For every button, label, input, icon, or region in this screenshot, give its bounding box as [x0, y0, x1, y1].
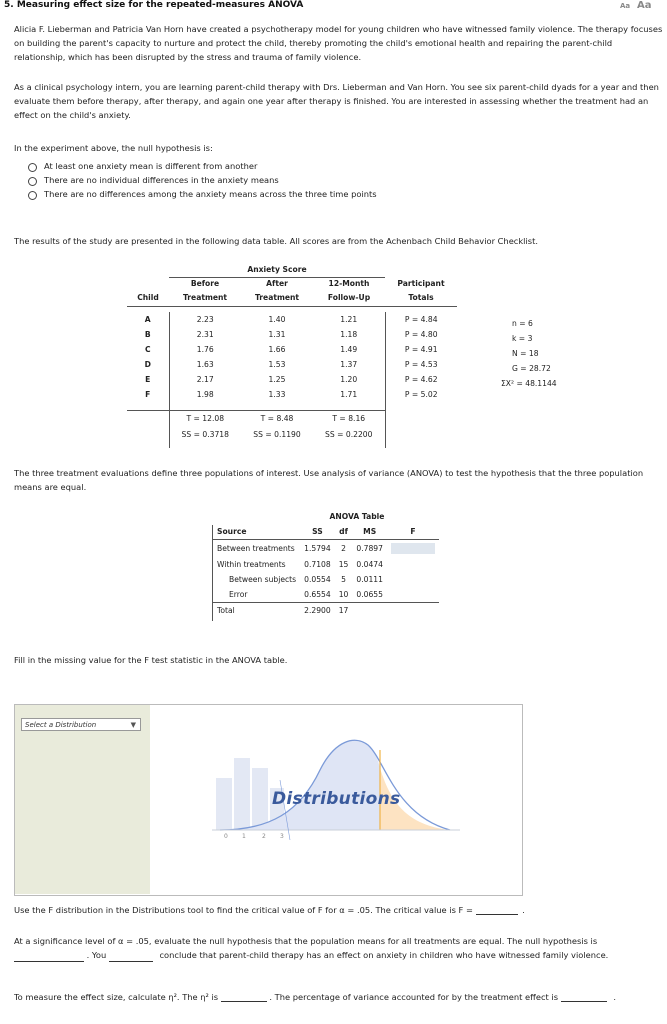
table-row: C 1.76 1.66 1.49 P = 4.91	[127, 342, 457, 357]
f-value-input[interactable]	[391, 543, 435, 554]
option-label-1[interactable]: At least one anxiety mean is different from another	[44, 161, 258, 171]
anova-intro: The three treatment evaluations define three populations of interest. Use analysis of variance (ANOVA) to test the hypothesis that the three population means are equal.	[14, 468, 644, 492]
table-row: Between subjects 0.0554 5 0.0111	[229, 575, 383, 584]
table-row: Within treatments 0.7108 15 0.0474	[217, 560, 383, 569]
child-header: Child	[127, 290, 169, 306]
tick-label: 0	[224, 833, 228, 840]
total-follow: T = 8.16	[313, 410, 385, 426]
radio-option-2[interactable]	[28, 177, 37, 186]
anova-title: ANOVA Table	[329, 512, 385, 521]
total-before: T = 12.08	[186, 413, 225, 423]
significance-question: At a significance level of α = .05, evaluate the null hypothesis that the population means for all treatments are equal. The null hypothesis is . You conclude that parent-child therapy has an effect on anxiety in children who have witnessed family violence.	[14, 936, 609, 960]
null-hypothesis-prompt: In the experiment above, the null hypothesis is:	[14, 143, 213, 153]
summary-stats: n = 6 k = 3 N = 18 G = 28.72 ΣX² = 48.1144	[501, 319, 557, 388]
follow-header: 12-Month	[328, 279, 370, 289]
follow-header-2: Follow-Up	[313, 290, 385, 306]
eta-squared-blank[interactable]	[221, 991, 267, 1002]
table-row: A 2.23 1.40 1.21 P = 4.84	[127, 312, 457, 327]
tick-label: 2	[262, 833, 266, 840]
distributions-sidebar	[15, 705, 150, 894]
data-table-intro: The results of the study are presented in the following data table. All scores are from the Achenbach Child Behavior Checklist.	[14, 236, 538, 246]
anxiety-score-header: Anxiety Score	[169, 262, 385, 277]
ss-before: SS = 0.3718	[181, 429, 229, 439]
before-header-2: Treatment	[169, 290, 241, 306]
table-row: E 2.17 1.25 1.20 P = 4.62	[127, 372, 457, 387]
tick-label: 1	[242, 833, 246, 840]
distributions-logo: Distributions	[272, 789, 401, 809]
table-row: D 1.63 1.53 1.37 P = 4.53	[127, 357, 457, 372]
fill-f-instruction: Fill in the missing value for the F test statistic in the ANOVA table.	[14, 655, 288, 665]
table-row: F 1.98 1.33 1.71 P = 5.02	[127, 387, 457, 402]
table-row: Total 2.2900 17	[217, 606, 349, 615]
font-size-small-button[interactable]: Aa	[620, 2, 631, 10]
conclusion-dropdown[interactable]	[109, 951, 153, 962]
intro-paragraph-1: Alicia F. Lieberman and Patricia Van Horn have created a psychotherapy model for young children who have witnessed family violence. The therapy focuses on building the parent's capacity to nurture and protect the child, thereby promoting the child's emotional health and repairing the parent-child relationship, which has been disrupted by the stress and trauma of family violence.	[14, 24, 663, 62]
font-size-large-button[interactable]: Aa	[637, 0, 652, 11]
histogram-bar	[216, 778, 232, 830]
histogram-bar	[252, 768, 268, 830]
total-after: T = 8.48	[260, 413, 294, 423]
intro-paragraph-2: As a clinical psychology intern, you are learning parent-child therapy with Drs. Lieberman and Van Horn. You see six parent-child dyads for a year and then evaluate them before therapy, after therapy, and again one year after therapy is finished. You are interested in assessing whether the treatment had an effect on the child's anxiety.	[14, 82, 659, 120]
select-distribution-dropdown[interactable]: Select a Distribution ▼	[21, 718, 141, 731]
anova-table: ANOVA Table Source SS df MS F Between treatments 1.5794 2 0.7897 Within treatments 0.7108 15 0.0474 Between subjects 0.0554 5 0.0111 Error 0.6554 10 0.0655 Total 2.2900 17	[213, 509, 439, 618]
null-hypothesis-decision-dropdown[interactable]	[14, 951, 84, 962]
after-header: After	[266, 279, 288, 289]
before-header: Before	[190, 279, 220, 289]
percentage-variance-blank[interactable]	[561, 991, 607, 1002]
question-title: 5. Measuring effect size for the repeated-measures ANOVA	[4, 0, 304, 10]
table-row: Error 0.6554 10 0.0655	[213, 587, 439, 603]
radio-option-3[interactable]	[28, 191, 37, 200]
chevron-down-icon: ▼	[130, 721, 136, 729]
critical-value-blank[interactable]	[476, 904, 518, 915]
ss-after: SS = 0.1190	[253, 429, 301, 439]
table-row: Between treatments 1.5794 2 0.7897	[213, 540, 439, 558]
effect-size-question: To measure the effect size, calculate η². The η² is . The percentage of variance accounted for by the treatment effect is .	[14, 992, 616, 1002]
tick-label: 3	[280, 833, 284, 840]
anova-left-border	[212, 525, 213, 621]
histogram-bar	[234, 758, 250, 830]
participant-header: Participant	[397, 279, 445, 288]
radio-option-1[interactable]	[28, 163, 37, 172]
option-label-2[interactable]: There are no individual differences in the anxiety means	[44, 175, 279, 185]
ss-follow: SS = 0.2200	[313, 426, 385, 442]
critical-value-question: Use the F distribution in the Distributions tool to find the critical value of F for α = .05. The critical value is F = .	[14, 905, 525, 915]
table-row: B 2.31 1.31 1.18 P = 4.80	[127, 327, 457, 342]
participant-header-2: Totals	[385, 290, 457, 306]
data-table	[127, 262, 457, 448]
after-header-2: Treatment	[241, 290, 313, 306]
option-label-3[interactable]: There are no differences among the anxiety means across the three time points	[44, 189, 377, 199]
